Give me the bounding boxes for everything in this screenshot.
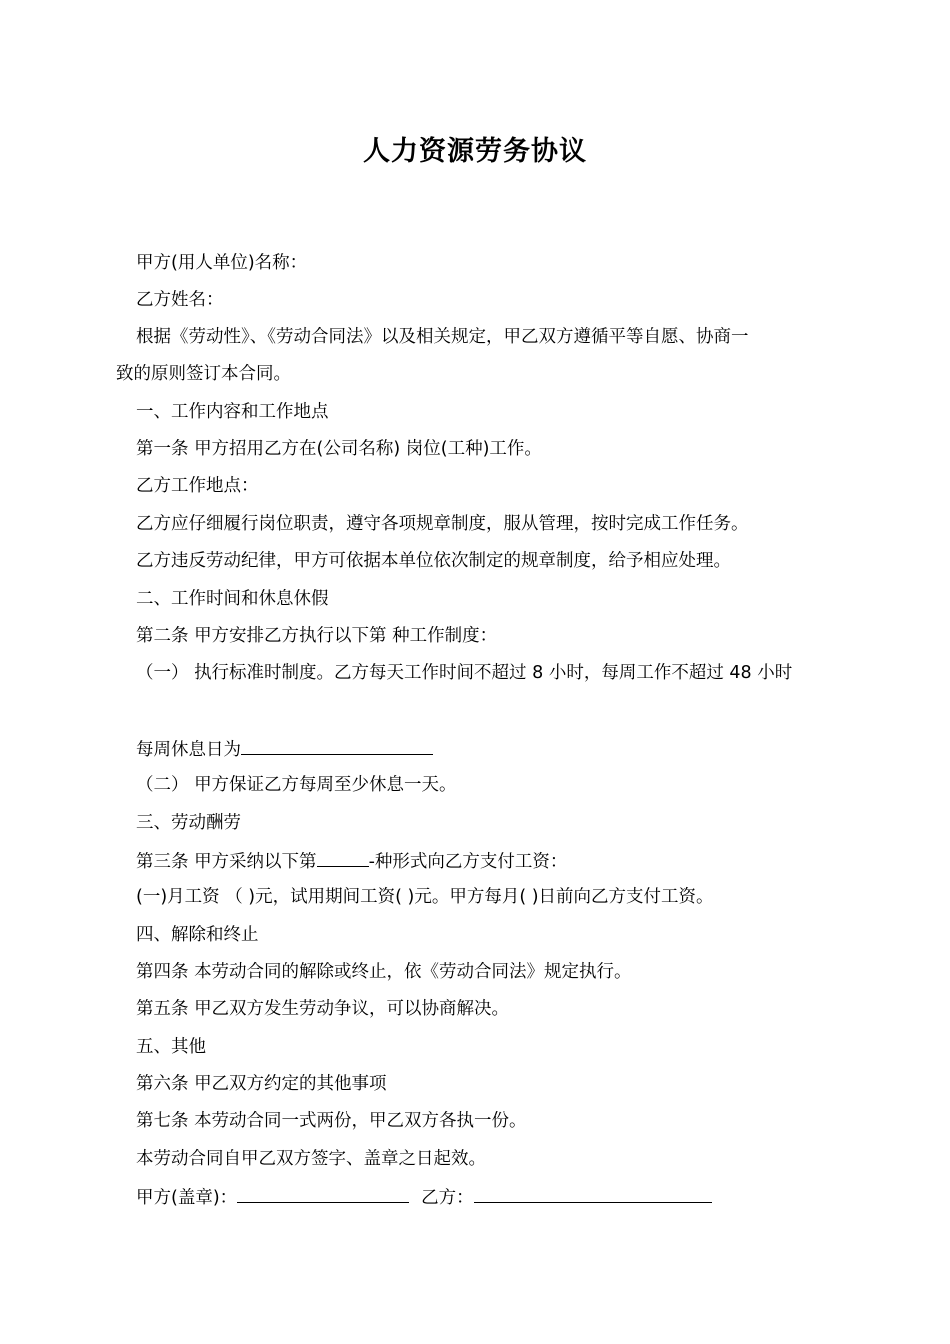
section-2-heading: 二、工作时间和休息休假 xyxy=(136,589,329,609)
weekly-rest-day-label: 每周休息日为 xyxy=(136,740,241,760)
rest-guarantee-line: （二） 甲方保证乙方每周至少休息一天。 xyxy=(136,775,457,795)
article-6: 第六条 甲乙双方约定的其他事项 xyxy=(136,1074,387,1094)
party-a-seal-label: 甲方(盖章)： xyxy=(136,1188,238,1208)
article-1: 第一条 甲方招用乙方在(公司名称) 岗位(工种)工作。 xyxy=(136,439,542,459)
article-4: 第四条 本劳动合同的解除或终止，依《劳动合同法》规定执行。 xyxy=(136,962,632,982)
payment-form-blank xyxy=(317,848,369,867)
monthly-wage-line: (一)月工资 （ )元，试用期间工资( )元。甲方每月( )日前向乙方支付工资。 xyxy=(136,887,714,907)
rest-day-blank xyxy=(241,736,433,755)
weekly-rest-day-line xyxy=(136,736,433,762)
standard-hours-line: （一） 执行标准时制度。乙方每天工作时间不超过 8 小时，每周工作不超过 48 小时 xyxy=(136,663,793,683)
party-b-signature-blank xyxy=(474,1184,712,1203)
article-3-text-1: 第三条 甲方采纳以下第 xyxy=(136,852,317,872)
article-2: 第二条 甲方安排乙方执行以下第 种工作制度： xyxy=(136,626,498,646)
party-b-name-line: 乙方姓名： xyxy=(136,290,224,310)
section-4-heading: 四、解除和终止 xyxy=(136,925,259,945)
article-3 xyxy=(136,848,567,874)
document-title: 人力资源劳务协议 xyxy=(363,136,587,167)
article-3-text-2: -种形式向乙方支付工资： xyxy=(368,852,568,872)
signature-line xyxy=(136,1184,712,1210)
party-a-name-line: 甲方(用人单位)名称： xyxy=(136,253,308,273)
section-1-heading: 一、工作内容和工作地点 xyxy=(136,402,329,422)
party-a-signature-blank xyxy=(237,1184,409,1203)
effective-line: 本劳动合同自甲乙双方签字、盖章之日起效。 xyxy=(136,1149,486,1169)
work-location-line: 乙方工作地点： xyxy=(136,476,259,496)
duty-line: 乙方应仔细履行岗位职责，遵守各项规章制度，服从管理，按时完成工作任务。 xyxy=(136,514,749,534)
party-b-signature-label: 乙方： xyxy=(421,1188,474,1208)
preamble-line-2: 致的原则签订本合同。 xyxy=(116,364,291,384)
article-5: 第五条 甲乙双方发生劳动争议，可以协商解决。 xyxy=(136,999,510,1019)
section-3-heading: 三、劳动酬劳 xyxy=(136,813,241,833)
preamble-line-1: 根据《劳动性》、《劳动合同法》以及相关规定，甲乙双方遵循平等自愿、协商一 xyxy=(136,327,749,347)
article-7: 第七条 本劳动合同一式两份，甲乙双方各执一份。 xyxy=(136,1111,527,1131)
section-5-heading: 五、其他 xyxy=(136,1037,206,1057)
discipline-line: 乙方违反劳动纪律，甲方可依据本单位依次制定的规章制度，给予相应处理。 xyxy=(136,551,731,571)
